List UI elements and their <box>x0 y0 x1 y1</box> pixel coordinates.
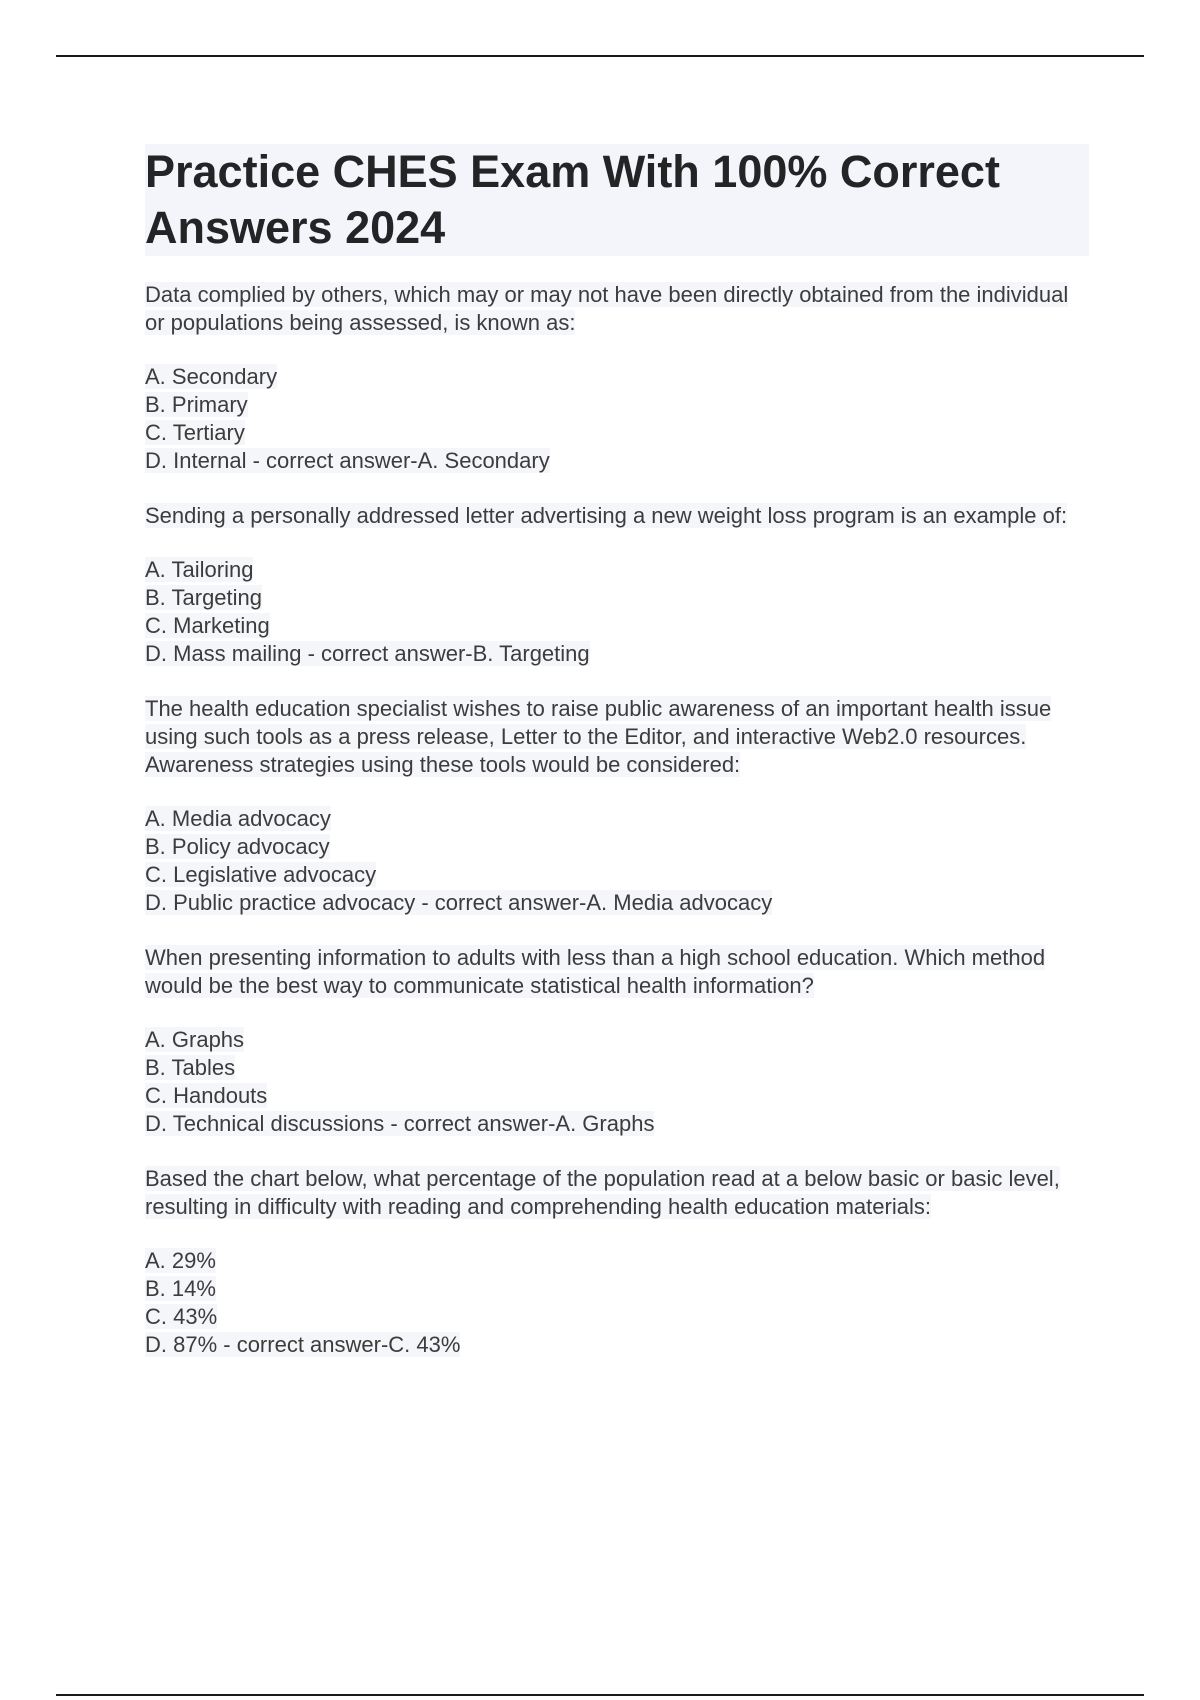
option-b: B. Targeting <box>145 585 263 610</box>
option-b: B. Primary <box>145 392 248 417</box>
document-body <box>145 144 1089 1386</box>
question-4 <box>145 944 1089 1138</box>
option-a: A. Media advocacy <box>145 806 331 831</box>
option-d: D. Mass mailing - correct answer-B. Targeting <box>145 641 590 666</box>
option-d: D. Public practice advocacy - correct answer-A. Media advocacy <box>145 890 773 915</box>
question-2 <box>145 502 1089 668</box>
option-a: A. Secondary <box>145 364 278 389</box>
option-c: C. Legislative advocacy <box>145 862 377 887</box>
option-c: C. Tertiary <box>145 420 245 445</box>
question-5 <box>145 1165 1089 1359</box>
option-d: D. Technical discussions - correct answer-A. Graphs <box>145 1111 655 1136</box>
question-text: The health education specialist wishes to raise public awareness of an important health issue using such tools as a press release, Letter to the Editor, and interactive Web2.0 resources. Awareness strategies using these tools would be considered: <box>145 696 1052 777</box>
question-text: Based the chart below, what percentage of the population read at a below basic or basic level, resulting in difficulty with reading and comprehending health education materials: <box>145 1166 1060 1219</box>
option-b: B. 14% <box>145 1276 216 1301</box>
question-text: When presenting information to adults with less than a high school education. Which method would be the best way to communicate statistical health information? <box>145 945 1046 998</box>
answer-options <box>145 556 1089 668</box>
option-a: A. Tailoring <box>145 557 254 582</box>
document-title: Practice CHES Exam With 100% Correct Answers 2024 <box>145 144 1089 256</box>
question-3 <box>145 695 1089 917</box>
answer-options <box>145 1026 1089 1138</box>
top-divider <box>56 55 1144 57</box>
option-d: D. Internal - correct answer-A. Secondary <box>145 448 550 473</box>
option-a: A. 29% <box>145 1248 216 1273</box>
option-d: D. 87% - correct answer-C. 43% <box>145 1332 461 1357</box>
option-b: B. Policy advocacy <box>145 834 330 859</box>
question-text: Data complied by others, which may or may not have been directly obtained from the individual or populations being assessed, is known as: <box>145 282 1069 335</box>
option-c: C. Marketing <box>145 613 270 638</box>
question-text: Sending a personally addressed letter advertising a new weight loss program is an example of: <box>145 503 1068 528</box>
option-b: B. Tables <box>145 1055 236 1080</box>
option-a: A. Graphs <box>145 1027 245 1052</box>
option-c: C. Handouts <box>145 1083 268 1108</box>
answer-options <box>145 363 1089 475</box>
answer-options <box>145 1247 1089 1359</box>
option-c: C. 43% <box>145 1304 218 1329</box>
answer-options <box>145 805 1089 917</box>
question-1 <box>145 281 1089 475</box>
bottom-divider <box>56 1694 1144 1696</box>
